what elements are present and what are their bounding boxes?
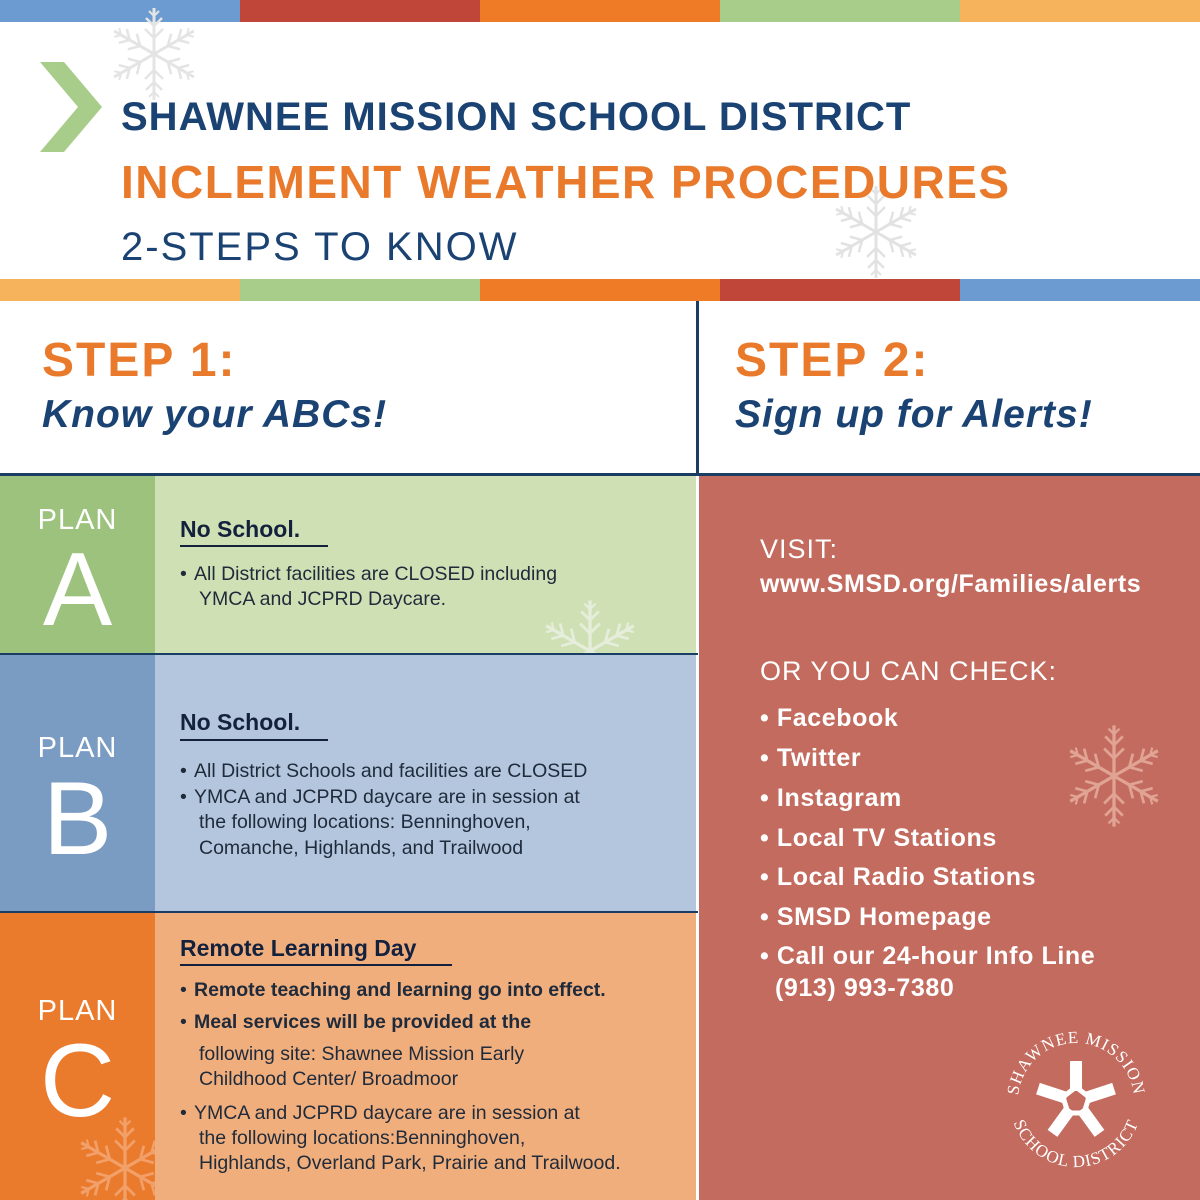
procedures-title: INCLEMENT WEATHER PROCEDURES: [121, 156, 1011, 208]
alert-item-radio: • Local Radio Stations: [760, 863, 1037, 891]
snowflake-icon: [104, 4, 204, 104]
plan-heading: Remote Learning Day: [180, 935, 417, 961]
plan-b-label: [0, 655, 155, 911]
plan-c-body: [155, 913, 696, 1200]
step1-title: STEP 1:: [42, 334, 237, 387]
stripe-segment: [720, 279, 960, 301]
chevron-right-icon: [40, 62, 102, 152]
stripe-segment: [480, 279, 720, 301]
stripe-segment: [240, 0, 480, 22]
plan-heading: No School.: [180, 516, 301, 542]
snowflake-icon: [1059, 721, 1169, 831]
bullet-item: • YMCA and JCPRD daycare are in session at: [180, 786, 580, 808]
alert-item-infoline: • Call our 24-hour Info Line: [760, 942, 1096, 970]
heading-underline: [180, 739, 328, 741]
stripe-segment: [480, 0, 720, 22]
plan-a-label: [0, 476, 155, 653]
stripe-segment: [960, 0, 1200, 22]
header: [0, 22, 1200, 279]
bullet-continuation: Highlands, Overland Park, Prairie and Trailwood.: [199, 1152, 621, 1174]
steps-row: [0, 301, 1200, 475]
plan-letter: C: [39, 1023, 116, 1139]
plan-b-body: [155, 655, 696, 911]
bullet-item: • YMCA and JCPRD daycare are in session at: [180, 1102, 580, 1124]
plan-heading: No School.: [180, 709, 301, 735]
bullet-continuation: Comanche, Highlands, and Trailwood: [199, 837, 524, 859]
alert-item-homepage: • SMSD Homepage: [760, 903, 992, 931]
stripe-segment: [720, 0, 960, 22]
plan-c-label: [0, 913, 155, 1200]
bullet-continuation: YMCA and JCPRD Daycare.: [199, 588, 447, 610]
phone-number: (913) 993-7380: [775, 974, 955, 1002]
bullet-item: • All District facilities are CLOSED including: [180, 563, 558, 585]
bullet-item: • All District Schools and facilities are CLOSED: [180, 760, 588, 782]
alert-item-tv: • Local TV Stations: [760, 824, 997, 852]
plan-a-body: [155, 476, 696, 653]
step2-title: STEP 2:: [735, 334, 930, 387]
plan-word: PLAN: [37, 504, 118, 536]
plan-b-section: [0, 655, 696, 911]
stripe-segment: [240, 279, 480, 301]
bullet-item: • Remote teaching and learning go into effect.: [180, 979, 606, 1001]
alert-item-twitter: • Twitter: [760, 744, 862, 772]
svg-text:SCHOOL DISTRICT: SCHOOL DISTRICT: [1009, 1116, 1143, 1172]
step2-subtitle: Sign up for Alerts!: [735, 393, 1093, 436]
plan-a-section: [0, 476, 696, 653]
plan-word: PLAN: [37, 995, 118, 1027]
heading-underline: [180, 964, 452, 966]
bullet-continuation: the following locations:Benninghoven,: [199, 1127, 526, 1149]
bullet-continuation: following site: Shawnee Mission Early: [199, 1043, 525, 1065]
plan-word: PLAN: [37, 732, 118, 764]
middle-color-stripe: [0, 279, 1200, 301]
vertical-divider: [696, 301, 699, 475]
district-logo: [996, 1021, 1156, 1181]
plan-letter: A: [42, 532, 113, 648]
alert-item-facebook: • Facebook: [760, 704, 899, 732]
svg-text:SHAWNEE MISSION: SHAWNEE MISSION: [1003, 1027, 1149, 1097]
district-title: SHAWNEE MISSION SCHOOL DISTRICT: [121, 95, 912, 139]
stripe-segment: [960, 279, 1200, 301]
bullet-item: • Meal services will be provided at the: [180, 1011, 532, 1033]
alerts-panel: [699, 476, 1200, 1200]
bullet-continuation: Childhood Center/ Broadmoor: [199, 1068, 459, 1090]
check-label: OR YOU CAN CHECK:: [760, 656, 1058, 686]
step1-subtitle: Know your ABCs!: [42, 393, 388, 436]
visit-label: VISIT:: [760, 534, 839, 564]
plan-c-section: [0, 913, 696, 1200]
plan-letter: B: [42, 761, 113, 877]
alert-item-instagram: • Instagram: [760, 784, 902, 812]
heading-underline: [180, 545, 328, 547]
stripe-segment: [0, 279, 240, 301]
bullet-continuation: the following locations: Benninghoven,: [199, 811, 531, 833]
steps-subtitle: 2-STEPS TO KNOW: [121, 225, 519, 269]
alerts-url-link[interactable]: www.SMSD.org/Families/alerts: [760, 570, 1142, 598]
